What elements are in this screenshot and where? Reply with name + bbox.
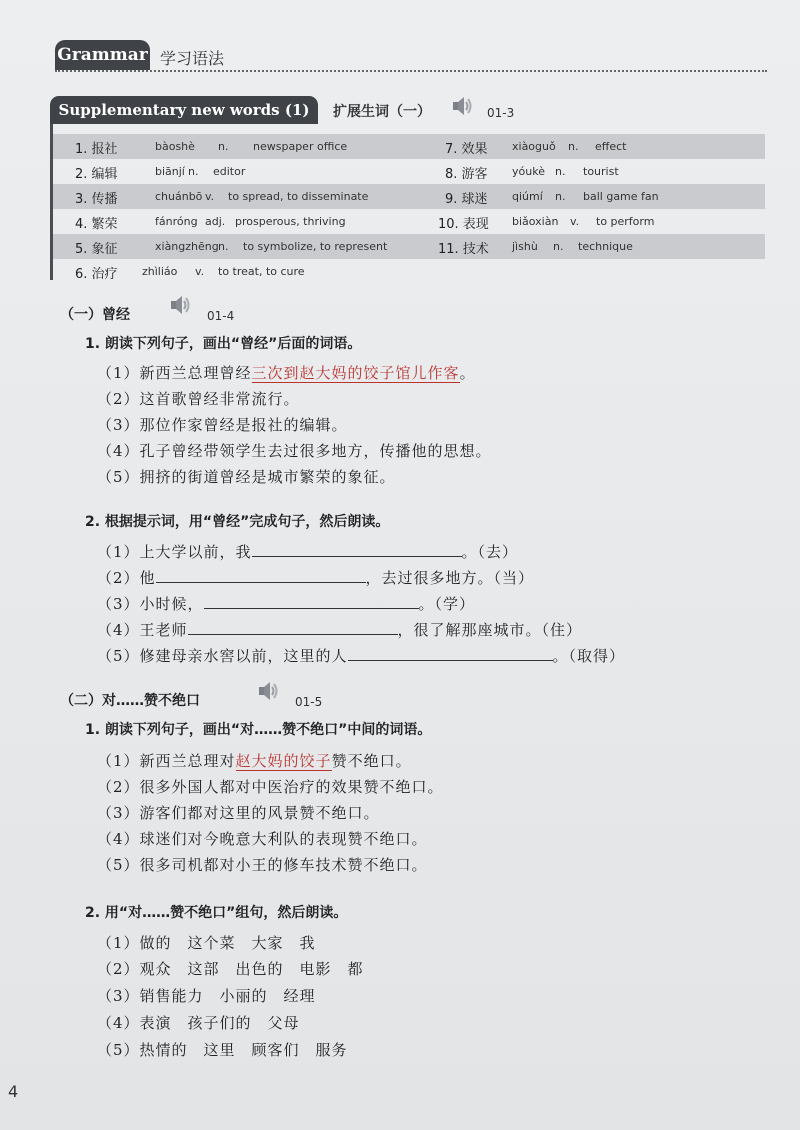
word-pos: v.	[570, 215, 580, 228]
word-pos: n.	[555, 190, 566, 203]
supplementary-cn-title: 扩展生词（一）	[333, 104, 431, 120]
track-number: 01-3	[487, 106, 515, 120]
fill-blank-item: （3）小时候， 。（学）	[97, 595, 476, 613]
word-definition: to spread, to disseminate	[228, 190, 369, 203]
header-dotted-rule	[55, 70, 767, 72]
word-definition: to perform	[596, 215, 655, 228]
word-pinyin: biānjí	[155, 165, 185, 178]
speaker-icon[interactable]	[452, 96, 474, 120]
word-group-item: （1）做的 这个菜 大家 我	[97, 934, 316, 952]
word-definition: effect	[595, 140, 627, 153]
word-pinyin: xiàngzhēng	[155, 240, 219, 253]
underlined-phrase: 赵大妈的饺子	[235, 752, 332, 770]
word-pinyin: yóukè	[512, 165, 545, 178]
fill-blank-item: （2）他 ，去过很多地方。（当）	[97, 569, 535, 587]
speaker-icon[interactable]	[170, 295, 192, 319]
word-number: 6. 治疗	[75, 267, 118, 282]
sentence-item: （2）很多外国人都对中医治疗的效果赞不绝口。	[97, 778, 444, 796]
word-pos: n.	[218, 140, 229, 153]
word-definition: to symbolize, to represent	[243, 240, 388, 253]
fill-blank-item: （4）王老师 ，很了解那座城市。（住）	[97, 621, 583, 639]
word-pinyin: bàoshè	[155, 140, 195, 153]
word-number: 5. 象征	[75, 242, 118, 257]
word-pinyin: zhìliáo	[142, 265, 178, 278]
word-number: 3. 传播	[75, 192, 118, 207]
sentence-item: （1）新西兰总理曾经三次到赵大妈的饺子馆儿作客。	[97, 364, 476, 382]
word-definition: newspaper office	[253, 140, 348, 153]
word-number: 7. 效果	[445, 142, 488, 157]
sentence-item: （4）球迷们对今晚意大利队的表现赞不绝口。	[97, 830, 428, 848]
section-2-title: （二）对……赞不绝口	[60, 693, 200, 709]
answer-blank[interactable]	[252, 542, 462, 557]
word-definition: ball game fan	[583, 190, 659, 203]
word-group-item: （5）热情的 这里 顾客们 服务	[97, 1041, 348, 1059]
grammar-cn-title: 学习语法	[160, 49, 225, 68]
word-pos: n.	[553, 240, 564, 253]
word-pinyin: chuánbō	[155, 190, 203, 203]
sentence-item: （5）拥挤的街道曾经是城市繁荣的象征。	[97, 468, 396, 486]
word-number: 10. 表现	[438, 217, 489, 232]
word-pos: n.	[218, 240, 229, 253]
answer-blank[interactable]	[348, 646, 553, 661]
word-pos: v.	[195, 265, 205, 278]
supplementary-title: Supplementary new words (1)	[50, 96, 318, 124]
sentence-item: （3）游客们都对这里的风景赞不绝口。	[97, 804, 380, 822]
sentence-item: （1）新西兰总理对赵大妈的饺子赞不绝口。	[97, 752, 412, 770]
word-definition: editor	[213, 165, 246, 178]
word-definition: prosperous, thriving	[235, 215, 346, 228]
speaker-icon[interactable]	[258, 681, 280, 705]
word-definition: technique	[578, 240, 633, 253]
word-group-item: （4）表演 孩子们的 父母	[97, 1014, 300, 1032]
sentence-item: （2）这首歌曾经非常流行。	[97, 390, 300, 408]
word-definition: tourist	[583, 165, 619, 178]
word-pos: n.	[555, 165, 566, 178]
sentence-item: （5）很多司机都对小王的修车技术赞不绝口。	[97, 856, 428, 874]
answer-blank[interactable]	[156, 568, 366, 583]
question-title: 1. 朗读下列句子，画出“曾经”后面的词语。	[85, 336, 362, 352]
question-title: 2. 根据提示词，用“曾经”完成句子，然后朗读。	[85, 514, 390, 530]
word-definition: to treat, to cure	[218, 265, 305, 278]
sentence-item: （3）那位作家曾经是报社的编辑。	[97, 416, 348, 434]
word-pinyin: xiàoguǒ	[512, 140, 556, 153]
word-pinyin: jìshù	[512, 240, 538, 253]
word-group-item: （2）观众 这部 出色的 电影 都	[97, 960, 364, 978]
track-number: 01-4	[207, 309, 235, 323]
underlined-phrase: 三次到赵大妈的饺子馆儿作客	[251, 364, 460, 382]
word-number: 2. 编辑	[75, 167, 118, 182]
word-number: 8. 游客	[445, 167, 488, 182]
word-pos: v.	[205, 190, 215, 203]
word-group-item: （3）销售能力 小丽的 经理	[97, 987, 316, 1005]
word-number: 4. 繁荣	[75, 217, 118, 232]
answer-blank[interactable]	[204, 594, 419, 609]
track-number: 01-5	[295, 695, 323, 709]
word-pos: n.	[568, 140, 579, 153]
fill-blank-item: （5）修建母亲水窖以前，这里的人 。（取得）	[97, 647, 626, 665]
fill-blank-item: （1）上大学以前，我 。（去）	[97, 543, 519, 561]
answer-blank[interactable]	[188, 620, 398, 635]
word-pos: adj.	[205, 215, 226, 228]
sentence-item: （4）孔子曾经带领学生去过很多地方，传播他的思想。	[97, 442, 492, 460]
page-number: 4	[8, 1082, 19, 1101]
section-1-title: （一）曾经	[60, 307, 130, 323]
word-number: 9. 球迷	[445, 192, 488, 207]
grammar-tab: Grammar	[55, 40, 150, 70]
word-pos: n.	[188, 165, 199, 178]
word-pinyin: biǎoxiàn	[512, 215, 559, 228]
question-title: 2. 用“对……赞不绝口”组句，然后朗读。	[85, 905, 348, 921]
word-pinyin: fánróng	[155, 215, 198, 228]
question-title: 1. 朗读下列句子，画出“对……赞不绝口”中间的词语。	[85, 722, 432, 738]
word-number: 11. 技术	[438, 242, 489, 257]
word-number: 1. 报社	[75, 142, 118, 157]
word-pinyin: qiúmí	[512, 190, 543, 203]
